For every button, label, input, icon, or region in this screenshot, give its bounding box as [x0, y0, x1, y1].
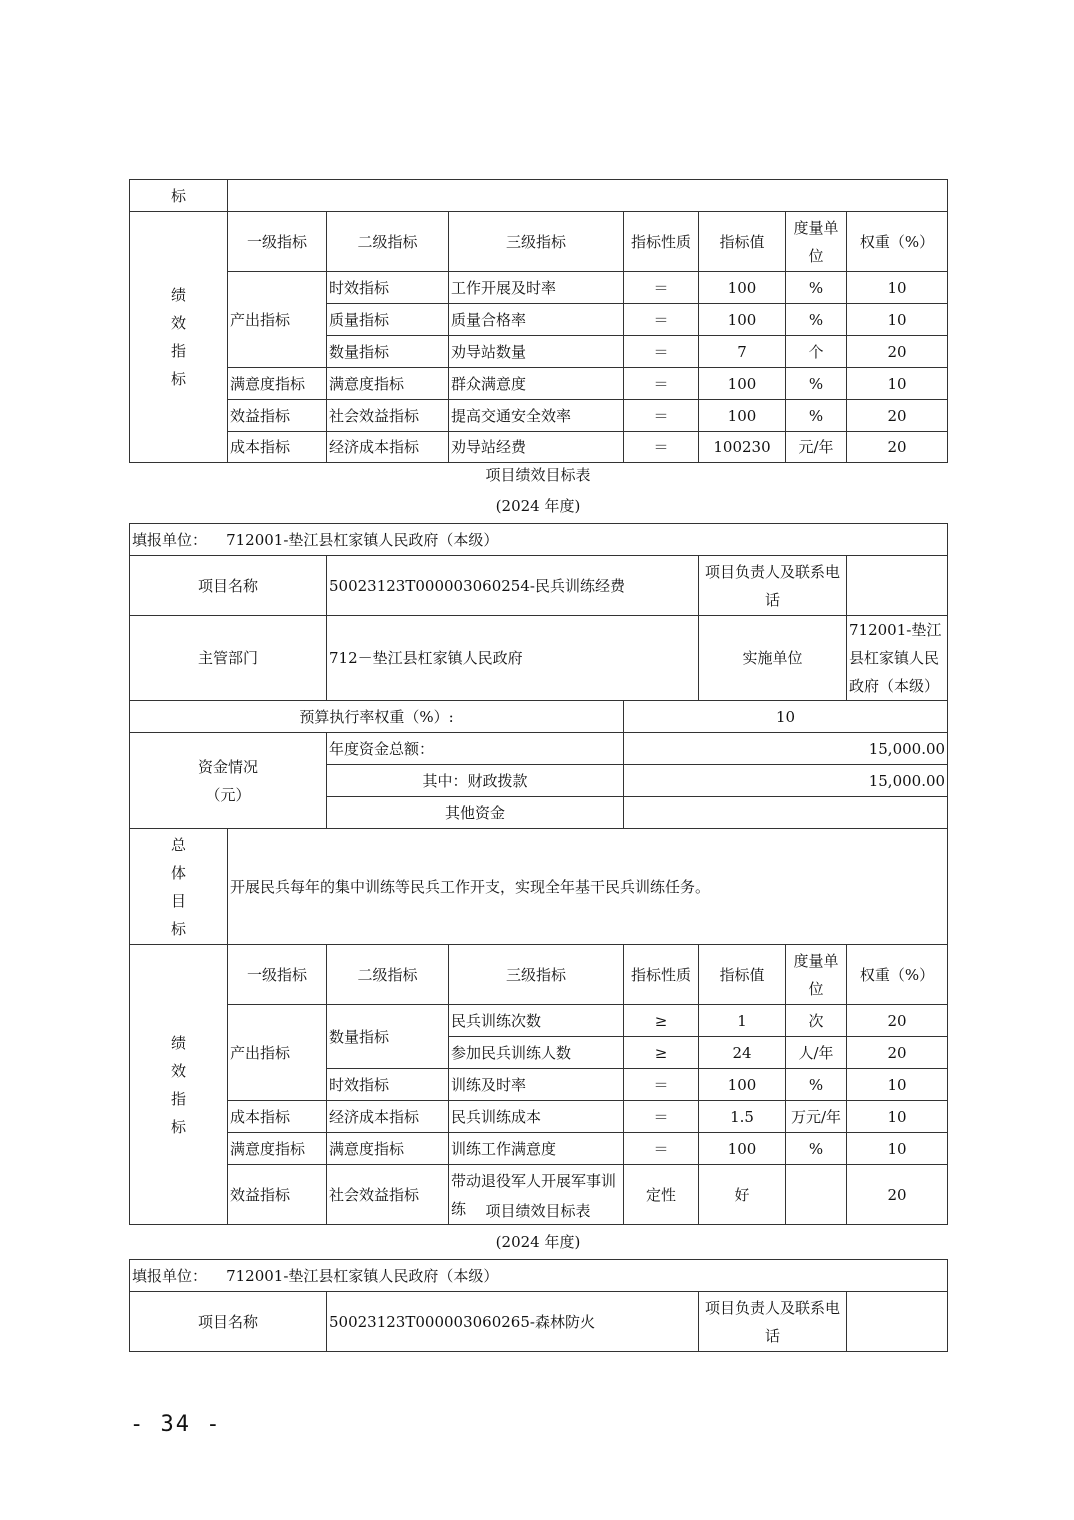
header-level3: 三级指标	[449, 212, 624, 272]
header-level1: 一级指标	[228, 945, 327, 1005]
table-row	[130, 272, 948, 304]
cell-level2: 满意度指标	[327, 368, 449, 400]
table-row	[130, 1101, 948, 1133]
cell-unit: %	[786, 272, 847, 304]
table-year: (2024 年度)	[495, 1233, 581, 1251]
perf-table-3	[129, 1259, 948, 1352]
cell-level2: 时效指标	[327, 272, 449, 304]
goal-text-cell	[228, 180, 948, 212]
fiscal-funds-value: 15,000.00	[624, 765, 948, 797]
cell-nature: 定性	[624, 1165, 699, 1225]
cell-level1: 成本指标	[228, 1101, 327, 1133]
cell-level2: 满意度指标	[327, 1133, 449, 1165]
cell-weight: 20	[847, 400, 948, 432]
cell-weight: 20	[847, 1165, 948, 1225]
cell-unit: 万元/年	[786, 1101, 847, 1133]
cell-unit: 人/年	[786, 1037, 847, 1069]
cell-weight: 10	[847, 1101, 948, 1133]
cell-value: 1	[699, 1005, 786, 1037]
cell-weight: 20	[847, 1005, 948, 1037]
perf-table-2	[129, 523, 948, 1225]
perf-table-1	[129, 179, 948, 463]
budget-rate-value: 10	[624, 701, 948, 733]
cell-level1: 效益指标	[228, 400, 327, 432]
header-level2: 二级指标	[327, 212, 449, 272]
cell-unit: %	[786, 400, 847, 432]
budget-rate-label: 预算执行率权重（%）:	[130, 701, 624, 733]
header-value: 指标值	[699, 945, 786, 1005]
cell-level3: 训练工作满意度	[449, 1133, 624, 1165]
cell-level2: 质量指标	[327, 304, 449, 336]
header-level3: 三级指标	[449, 945, 624, 1005]
cell-level1: 产出指标	[228, 272, 327, 368]
cell-level1: 满意度指标	[228, 1133, 327, 1165]
filing-label: 填报单位：	[132, 1266, 208, 1285]
cell-value: 100	[699, 400, 786, 432]
table-row	[130, 432, 948, 463]
funds-label: 资金情况 （元）	[130, 733, 327, 829]
cell-unit: 次	[786, 1005, 847, 1037]
cell-level3: 带动退役军人开展军事训练	[449, 1165, 624, 1225]
cell-level1: 产出指标	[228, 1005, 327, 1101]
contact-value	[847, 1292, 948, 1352]
impl-value: 712001-垫江县杠家镇人民政府（本级）	[847, 616, 948, 701]
cell-weight: 20	[847, 336, 948, 368]
project-name-label: 项目名称	[130, 556, 327, 616]
cell-weight: 20	[847, 1037, 948, 1069]
cell-weight: 10	[847, 304, 948, 336]
filing-unit-row	[130, 524, 948, 556]
cell-nature: ＝	[624, 432, 699, 463]
other-funds-value	[624, 797, 948, 829]
cell-value: 100	[699, 272, 786, 304]
header-unit: 度量单位	[786, 212, 847, 272]
cell-value: 100	[699, 368, 786, 400]
cell-nature: ＝	[624, 304, 699, 336]
cell-level3: 质量合格率	[449, 304, 624, 336]
cell-level1: 满意度指标	[228, 368, 327, 400]
cell-unit: %	[786, 304, 847, 336]
table-row	[130, 400, 948, 432]
header-unit: 度量单位	[786, 945, 847, 1005]
cell-unit: %	[786, 1133, 847, 1165]
overall-goal-text: 开展民兵每年的集中训练等民兵工作开支，实现全年基干民兵训练任务。	[228, 829, 948, 945]
cell-value: 100	[699, 1133, 786, 1165]
project-name-value: 50023123T000003060265-森林防火	[327, 1292, 699, 1352]
goal-label-fragment: 标	[130, 180, 228, 212]
cell-level2: 经济成本指标	[327, 432, 449, 463]
impl-label: 实施单位	[699, 616, 847, 701]
cell-unit: 个	[786, 336, 847, 368]
cell-level3: 工作开展及时率	[449, 272, 624, 304]
total-funds-value: 15,000.00	[624, 733, 948, 765]
header-weight: 权重（%）	[847, 945, 948, 1005]
table-row	[130, 1005, 948, 1037]
header-nature: 指标性质	[624, 212, 699, 272]
cell-level2: 经济成本指标	[327, 1101, 449, 1133]
dept-label: 主管部门	[130, 616, 327, 701]
header-weight: 权重（%）	[847, 212, 948, 272]
cell-level2: 社会效益指标	[327, 1165, 449, 1225]
cell-value: 1.5	[699, 1101, 786, 1133]
cell-nature: ＝	[624, 336, 699, 368]
cell-value: 100230	[699, 432, 786, 463]
cell-level3: 劝导站数量	[449, 336, 624, 368]
table-row	[130, 368, 948, 400]
cell-value: 24	[699, 1037, 786, 1069]
contact-value	[847, 556, 948, 616]
cell-nature: ＝	[624, 368, 699, 400]
cell-level2: 时效指标	[327, 1069, 449, 1101]
cell-unit: 元/年	[786, 432, 847, 463]
cell-nature: ＝	[624, 272, 699, 304]
cell-nature: ＝	[624, 400, 699, 432]
perf-indicator-label: 绩 效 指 标	[130, 945, 228, 1225]
cell-nature: ≥	[624, 1037, 699, 1069]
cell-level2: 社会效益指标	[327, 400, 449, 432]
header-level2: 二级指标	[327, 945, 449, 1005]
table-row	[130, 1133, 948, 1165]
fiscal-funds-label: 其中：财政拨款	[327, 765, 624, 797]
cell-weight: 10	[847, 1069, 948, 1101]
cell-level3: 群众满意度	[449, 368, 624, 400]
cell-level1: 成本指标	[228, 432, 327, 463]
cell-weight: 20	[847, 432, 948, 463]
project-name-label: 项目名称	[130, 1292, 327, 1352]
header-nature: 指标性质	[624, 945, 699, 1005]
header-value: 指标值	[699, 212, 786, 272]
cell-nature: ＝	[624, 1069, 699, 1101]
cell-weight: 10	[847, 1133, 948, 1165]
cell-nature: ＝	[624, 1101, 699, 1133]
total-funds-label: 年度资金总额：	[327, 733, 624, 765]
contact-label: 项目负责人及联系电话	[699, 556, 847, 616]
filing-unit: 712001-垫江县杠家镇人民政府（本级）	[226, 530, 499, 549]
cell-level3: 民兵训练成本	[449, 1101, 624, 1133]
cell-unit: %	[786, 1069, 847, 1101]
project-name-value: 50023123T000003060254-民兵训练经费	[327, 556, 699, 616]
cell-weight: 10	[847, 368, 948, 400]
cell-level3: 民兵训练次数	[449, 1005, 624, 1037]
cell-value: 好	[699, 1165, 786, 1225]
cell-value: 100	[699, 1069, 786, 1101]
cell-value: 7	[699, 336, 786, 368]
table-title: 项目绩效目标表	[485, 466, 591, 484]
table-year: (2024 年度)	[495, 497, 581, 515]
cell-nature: ＝	[624, 1133, 699, 1165]
dept-value: 712－垫江县杠家镇人民政府	[327, 616, 699, 701]
cell-unit: %	[786, 368, 847, 400]
page-number: - 34 -	[130, 1412, 222, 1437]
cell-level2: 数量指标	[327, 336, 449, 368]
other-funds-label: 其他资金	[327, 797, 624, 829]
cell-level3: 提高交通安全效率	[449, 400, 624, 432]
table-title: 项目绩效目标表	[485, 1202, 591, 1220]
cell-value: 100	[699, 304, 786, 336]
header-level1: 一级指标	[228, 212, 327, 272]
cell-weight: 10	[847, 272, 948, 304]
overall-goal-label: 总 体 目 标	[130, 829, 228, 945]
cell-level3: 参加民兵训练人数	[449, 1037, 624, 1069]
perf-indicator-label: 绩 效 指 标	[130, 212, 228, 463]
contact-label: 项目负责人及联系电话	[699, 1292, 847, 1352]
cell-nature: ≥	[624, 1005, 699, 1037]
cell-level1: 效益指标	[228, 1165, 327, 1225]
filing-label: 填报单位：	[132, 530, 208, 549]
filing-unit: 712001-垫江县杠家镇人民政府（本级）	[226, 1266, 499, 1285]
cell-level3: 训练及时率	[449, 1069, 624, 1101]
filing-unit-row	[130, 1260, 948, 1292]
cell-level3: 劝导站经费	[449, 432, 624, 463]
cell-level2: 数量指标	[327, 1005, 449, 1069]
